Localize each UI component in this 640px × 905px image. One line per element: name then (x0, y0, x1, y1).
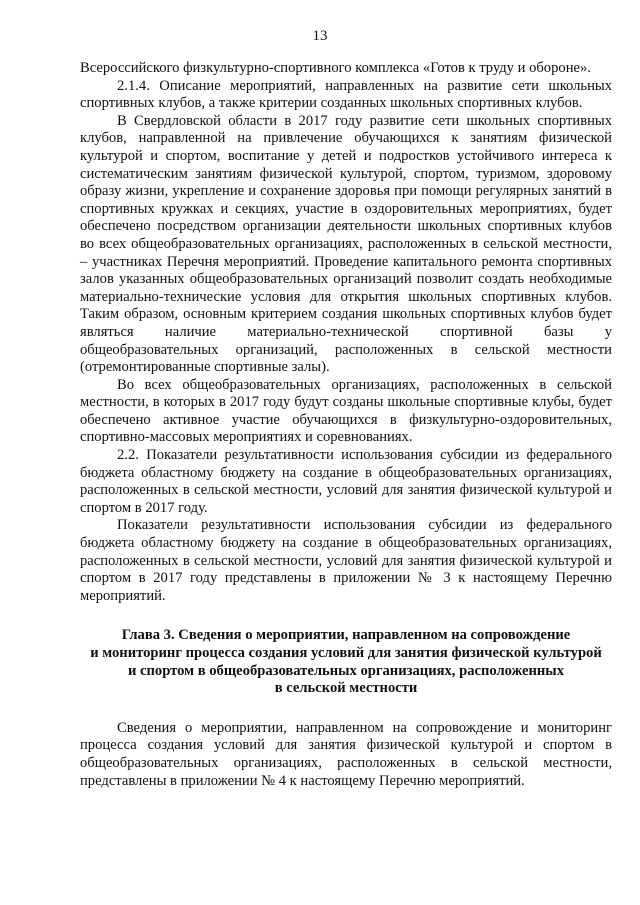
paragraph-rural-participation: Во всех общеобразовательных организациях, расположенных в сельской местности, в которых в 2017 году будут созданы школьные спортивные клубы, будет обеспечено активное участие обучающихся в физкультурно-оздоровительных, спортивно-массовых мероприятиях и соревнованиях. (80, 376, 612, 446)
paragraph-chapter-3: Сведения о мероприятии, направленном на сопровождение и мониторинг процесса создания условий для занятия физической культурой и спортом в общеобразовательных организациях, расположенных в сельской местности, представлены в приложении № 4 к настоящему Перечню мероприятий. (80, 719, 612, 789)
document-body (80, 60, 612, 790)
paragraph-indicators: Показатели результативности использования субсидии из федерального бюджета областному бюджету на создание в общеобразовательных организациях, расположенных в сельской местности, условий для занятия физической культурой и спортом в 2017 году представлены в приложении № 3 к настоящему Перечню мероприятий. (80, 517, 612, 604)
chapter-heading-line: Глава 3. Сведения о мероприятии, направленном на сопровождение (121, 627, 571, 644)
chapter-heading-line: и спортом в общеобразовательных организациях, расположенных (127, 662, 564, 679)
chapter-heading (80, 627, 612, 697)
paragraph-section-2-1-4: 2.1.4. Описание мероприятий, направленных на развитие сети школьных спортивных клубов, а также критерии созданных школьных спортивных клубов. (80, 77, 612, 112)
paragraph-continuation: Всероссийского физкультурно-спортивного комплекса «Готов к труду и обороне». (80, 60, 591, 76)
chapter-heading-line: в сельской местности (274, 680, 418, 697)
page-number: 13 (312, 28, 328, 44)
paragraph-section-2-2: 2.2. Показатели результативности использования субсидии из федерального бюджета областному бюджету на создание в общеобразовательных организациях, расположенных в сельской местности, условий для занятия физической культурой и спортом в 2017 году. (80, 447, 612, 516)
paragraph-sverdlovsk-clubs: В Свердловской области в 2017 году развитие сети школьных спортивных клубов, направленной на привлечение обучающихся к занятиям физической культурой и спортом, воспитание у детей и подростков устойчивого интереса к систематическим занятиям физической культурой, спортом, туризмом, здоровому образу жизни, укрепление и сохранение здоровья при помощи регулярных занятий в спортивных кружках и секциях, участие в оздоровительных мероприятиях, будет обеспечено посредством организации деятельности школьных спортивных клубов во всех общеобразовательных организациях, расположенных в сельской местности, – участниках Перечня мероприятий. Проведение капитального ремонта спортивных залов указанных общеобразовательных организаций позволит создать необходимые материально-технические условия для открытия школьных спортивных клубов. Таким образом, основным критерием создания школьных спортивных клубов будет являться наличие материально-технической спортивной базы у общеобразовательных организаций, расположенных в сельской местности (отремонтированные спортивные залы). (80, 112, 612, 376)
chapter-heading-line: и мониторинг процесса создания условий для занятия физической культурой (90, 645, 602, 661)
